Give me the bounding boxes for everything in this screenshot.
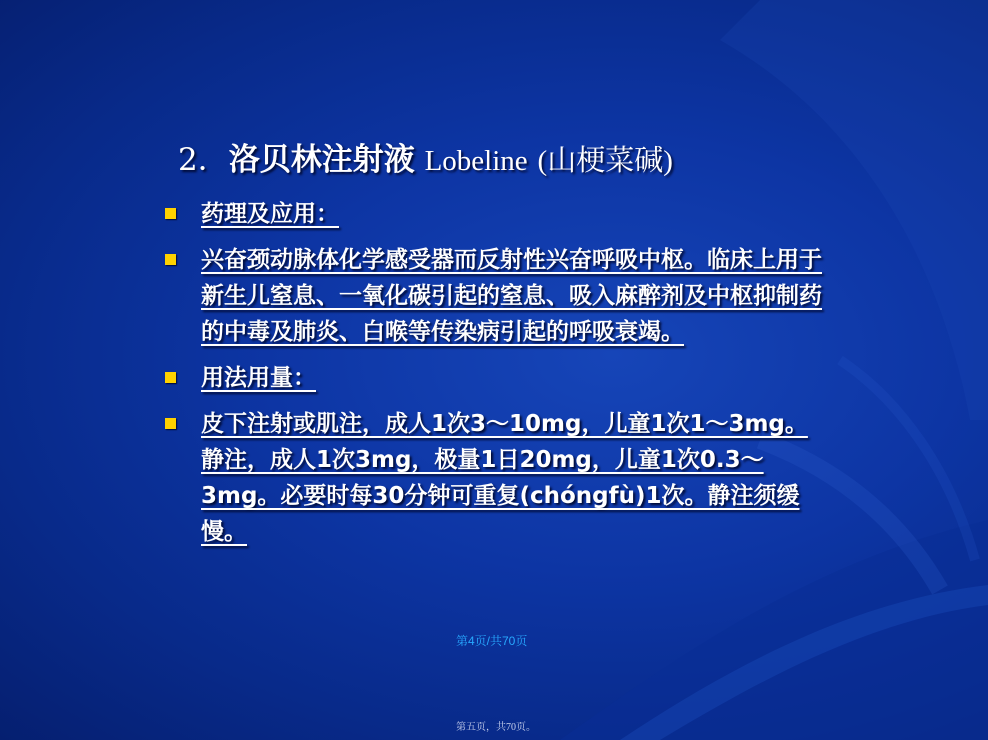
bullet-text: 皮下注射或肌注，成人1次3～10mg，儿童1次1～3mg。静注，成人1次3mg，极量1日20mg，儿童1次0.3～3mg。必要时每30分钟可重复(chóngfù)1次。静注须缓慢。 [201,411,808,545]
bullet-dosage-body [165,406,825,550]
bullet-pharmacology-heading [165,196,825,232]
title-number: 2． [178,142,229,178]
bullet-text: 药理及应用： [201,201,339,227]
bullet-marker-icon [165,372,176,383]
bullet-pharmacology-body [165,242,825,350]
bullet-list [165,196,825,560]
bullet-dosage-heading [165,360,825,396]
bullet-marker-icon [165,254,176,265]
bullet-text: 用法用量： [201,365,316,391]
bullet-marker-icon [165,208,176,219]
bullet-text: 兴奋颈动脉体化学感受器而反射性兴奋呼吸中枢。临床上用于新生儿窒息、一氧化碳引起的窒息、吸入麻醉剂及中枢抑制药的中毒及肺炎、白喉等传染病引起的呼吸衰竭。 [201,247,822,345]
slide-title [178,138,673,183]
page-footer: 第五页，共70页。 [456,722,536,733]
title-english: Lobeline [424,145,528,177]
title-chinese: 洛贝林注射液 [228,142,415,178]
bullet-marker-icon [165,418,176,429]
page-indicator-link[interactable]: 第4页/共70页 [456,634,528,648]
title-paren: (山梗菜碱) [537,145,673,177]
